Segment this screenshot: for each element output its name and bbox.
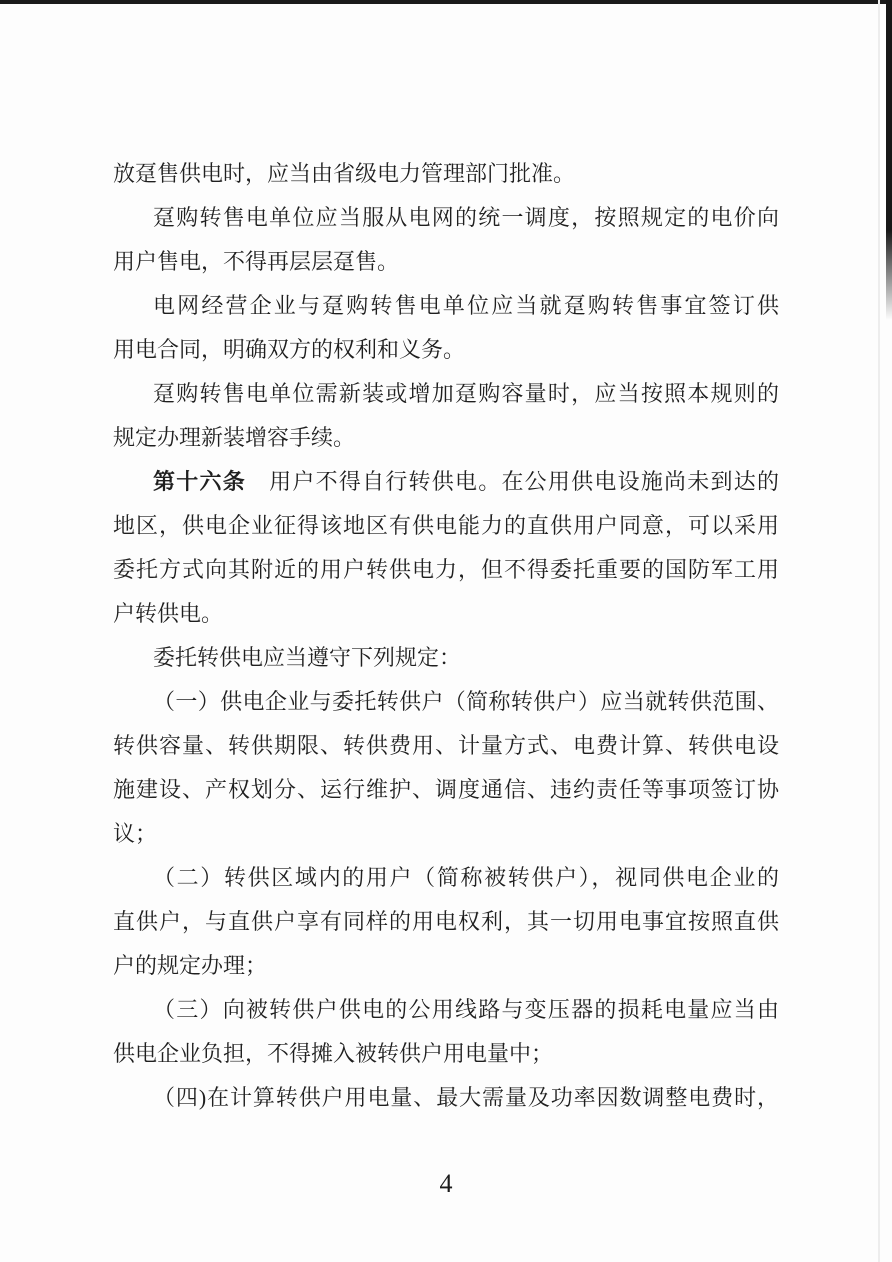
page-number: 4 [439,1169,453,1198]
document-line [113,988,779,1032]
body-text: 用户售电，不得再层层趸售。 [113,249,400,274]
body-text: 委托方式向其附近的用户转供电力，但不得委托重要的国防军工用 [113,557,779,582]
scan-fold-line-artifact [878,0,880,1262]
document-line [113,724,779,768]
document-line [113,240,779,284]
document-line [113,768,779,812]
body-text: 规定办理新装增容手续。 [113,425,356,450]
body-text: 直供户，与直供户享有同样的用电权利，其一切用电事宜按照直供 [113,909,779,934]
body-text: 户的规定办理； [113,953,268,978]
document-line [113,636,779,680]
body-text: （三）向被转供户供电的公用线路与变压器的损耗电量应当由 [153,997,779,1022]
body-text: 转供容量、转供期限、转供费用、计量方式、电费计算、转供电设 [113,733,779,758]
body-text: 用户不得自行转供电。在公用供电设施尚未到达的 [245,469,779,494]
body-text: 委托转供电应当遵守下列规定： [153,645,462,670]
document-line [113,152,779,196]
body-text: 施建设、产权划分、运行维护、调度通信、违约责任等事项签订协 [113,777,779,802]
body-text: 用电合同，明确双方的权利和义务。 [113,337,466,362]
document-text-block [113,152,779,1120]
document-line [113,900,779,944]
document-line [113,460,779,504]
document-line [113,416,779,460]
scan-top-edge-artifact [0,0,892,4]
document-line [113,548,779,592]
document-line [113,680,779,724]
body-text: （四)在计算转供户用电量、最大需量及功率因数调整电费时， [153,1085,779,1110]
body-text: 电网经营企业与趸购转售电单位应当就趸购转售事宜签订供 [153,293,779,318]
body-text: （二）转供区域内的用户（简称被转供户），视同供电企业的 [153,865,779,890]
document-line [113,196,779,240]
document-line [113,1076,779,1120]
body-text: 户转供电。 [113,601,224,626]
body-text: 供电企业负担，不得摊入被转供户用电量中； [113,1041,554,1066]
document-line [113,592,779,636]
document-line [113,328,779,372]
body-text: 地区，供电企业征得该地区有供电能力的直供用户同意，可以采用 [113,513,779,538]
document-line [113,372,779,416]
body-text: 议； [113,821,158,846]
scan-right-edge-artifact [886,0,892,320]
document-line [113,856,779,900]
body-text: 趸购转售电单位需新装或增加趸购容量时，应当按照本规则的 [153,381,779,406]
body-text: 放趸售供电时，应当由省级电力管理部门批准。 [113,161,576,186]
document-line [113,1032,779,1076]
document-line [113,504,779,548]
document-line [113,284,779,328]
body-text: （一）供电企业与委托转供户（简称转供户）应当就转供范围、 [153,689,779,714]
article-heading-text: 第十六条 [153,469,246,494]
body-text: 趸购转售电单位应当服从电网的统一调度，按照规定的电价向 [153,205,779,230]
document-line [113,944,779,988]
document-line [113,812,779,856]
